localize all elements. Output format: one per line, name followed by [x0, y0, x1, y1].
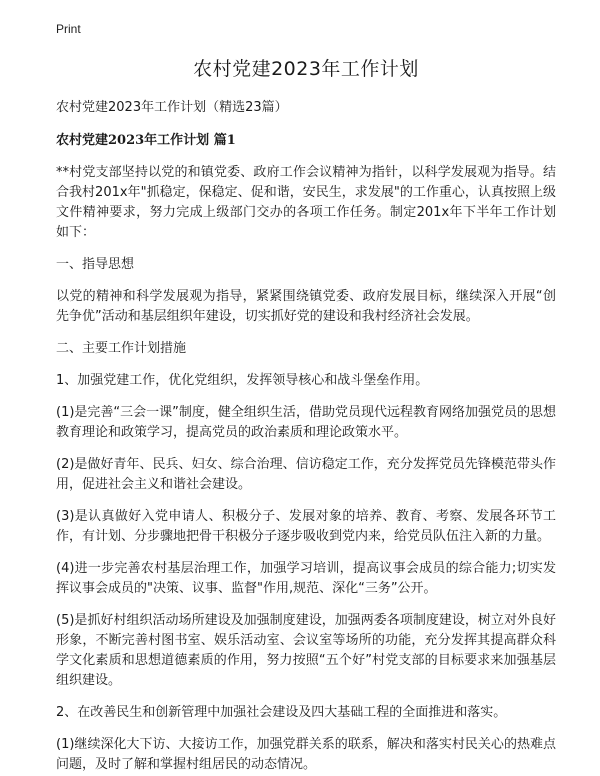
- document-body: [56, 44, 556, 775]
- print-link[interactable]: Print: [56, 22, 81, 36]
- paragraph-measure-2: 2、在改善民生和创新管理中加强社会建设及四大基础工程的全面推进和落实。: [56, 705, 507, 720]
- document-subtitle: 农村党建2023年工作计划（精选23篇）: [56, 100, 288, 115]
- document-title: 农村党建2023年工作计划: [193, 58, 419, 80]
- paragraph-measure-1-4: (4)进一步完善农村基层治理工作，加强学习培训，提高议事会成员的综合能力;切实发挥议事会成员的"决策、议事、监督"作用,规范、深化“三务”公开。: [56, 561, 556, 596]
- paragraph-measure-1-5: (5)是抓好村组织活动场所建设及加强制度建设，加强两委各项制度建设，树立对外良好形象，不断完善村图书室、娱乐活动室、会议室等场所的功能，充分发挥其提高群众科学文化素质和思想道德素质的作用，努力按照“五个好”村党支部的目标要求来加强基层组织建设。: [56, 613, 556, 688]
- section-title: 农村党建2023年工作计划 篇1: [56, 133, 236, 148]
- paragraph-measure-1-2: (2)是做好青年、民兵、妇女、综合治理、信访稳定工作，充分发挥党员先锋模范带头作用，促进社会主义和谐社会建设。: [56, 457, 556, 492]
- paragraph-guiding-ideology: 以党的精神和科学发展观为指导，紧紧围绕镇党委、政府发展目标，继续深入开展“创先争优”活动和基层组织年建设，切实抓好党的建设和我村经济社会发展。: [56, 289, 556, 324]
- paragraph-measure-2-1: (1)继续深化大下访、大接访工作，加强党群关系的联系，解决和落实村民关心的热难点问题，及时了解和掌握村组居民的动态情况。: [56, 737, 556, 772]
- paragraph-measure-1-3: (3)是认真做好入党申请人、积极分子、发展对象的培养、教育、考察、发展各环节工作，有计划、分步骤地把骨干积极分子逐步吸收到党内来，给党员队伍注入新的力量。: [56, 509, 556, 544]
- heading-guiding-ideology: 一、指导思想: [56, 257, 135, 272]
- paragraph-measure-1: 1、加强党建工作，优化党组织，发挥领导核心和战斗堡垒作用。: [56, 373, 429, 388]
- heading-main-measures: 二、主要工作计划措施: [56, 341, 187, 356]
- paragraph-intro: **村党支部坚持以党的和镇党委、政府工作会议精神为指针，以科学发展观为指导。结合我村201x年"抓稳定，保稳定、促和谐，安民生，求发展"的工作重心，认真按照上级文件精神要求，努力完成上级部门交办的各项工作任务。制定201x年下半年工作计划如下：: [56, 165, 556, 240]
- paragraph-measure-1-1: (1)是完善“三会一课”制度，健全组织生活，借助党员现代远程教育网络加强党员的思想教育理论和政策学习，提高党员的政治素质和理论政策水平。: [56, 405, 556, 440]
